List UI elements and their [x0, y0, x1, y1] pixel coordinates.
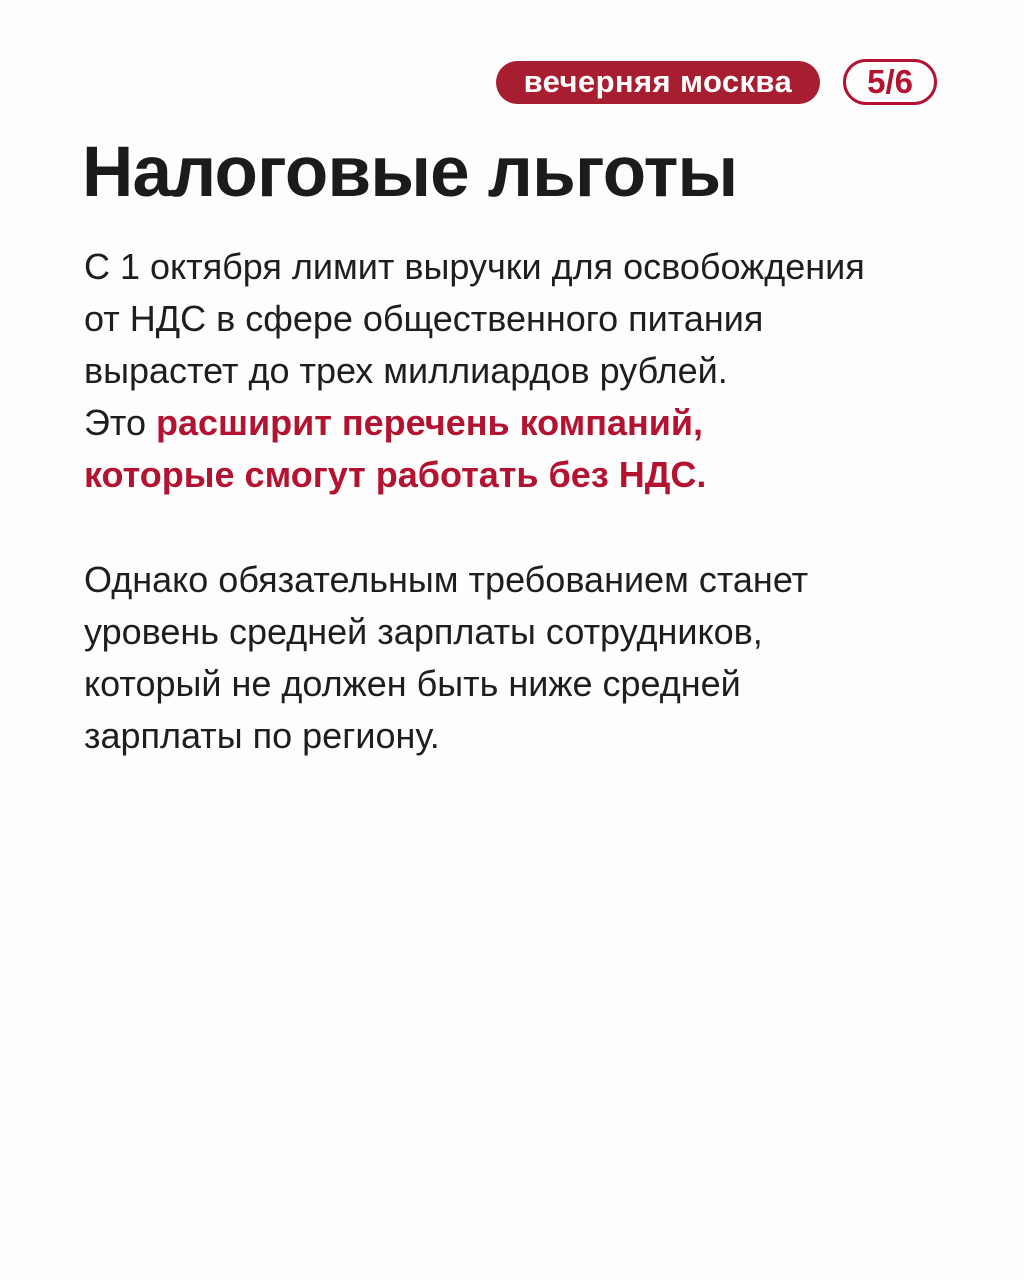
text-line: уровень средней зарплаты сотрудников,	[84, 611, 763, 652]
text-segment-accent: расширит перечень компаний,	[155, 402, 704, 443]
second-paragraph	[84, 554, 984, 762]
text-line: Однако обязательным требованием станет	[84, 559, 809, 600]
text-line: который не должен быть ниже средней	[84, 663, 741, 704]
text-line: зарплаты по региону.	[84, 715, 440, 756]
brand-badge-label: вечерняя москва	[523, 64, 793, 99]
text-line: от НДС в сфере общественного питания	[84, 298, 764, 339]
page-indicator-pill	[843, 59, 937, 105]
brand-badge	[496, 61, 821, 104]
body-text	[84, 241, 984, 762]
text-line: вырастет до трех миллиардов рублей.	[84, 350, 728, 391]
text-line-accent: которые смогут работать без НДС.	[84, 454, 707, 495]
intro-paragraph	[84, 241, 984, 501]
header	[496, 59, 937, 105]
text-line	[84, 397, 984, 449]
text-line: С 1 октября лимит выручки для освобождения	[84, 246, 865, 287]
text-segment-plain: Это	[84, 402, 156, 443]
page-title: Налоговые льготы	[82, 133, 738, 212]
page-indicator-label: 5/6	[867, 63, 913, 100]
